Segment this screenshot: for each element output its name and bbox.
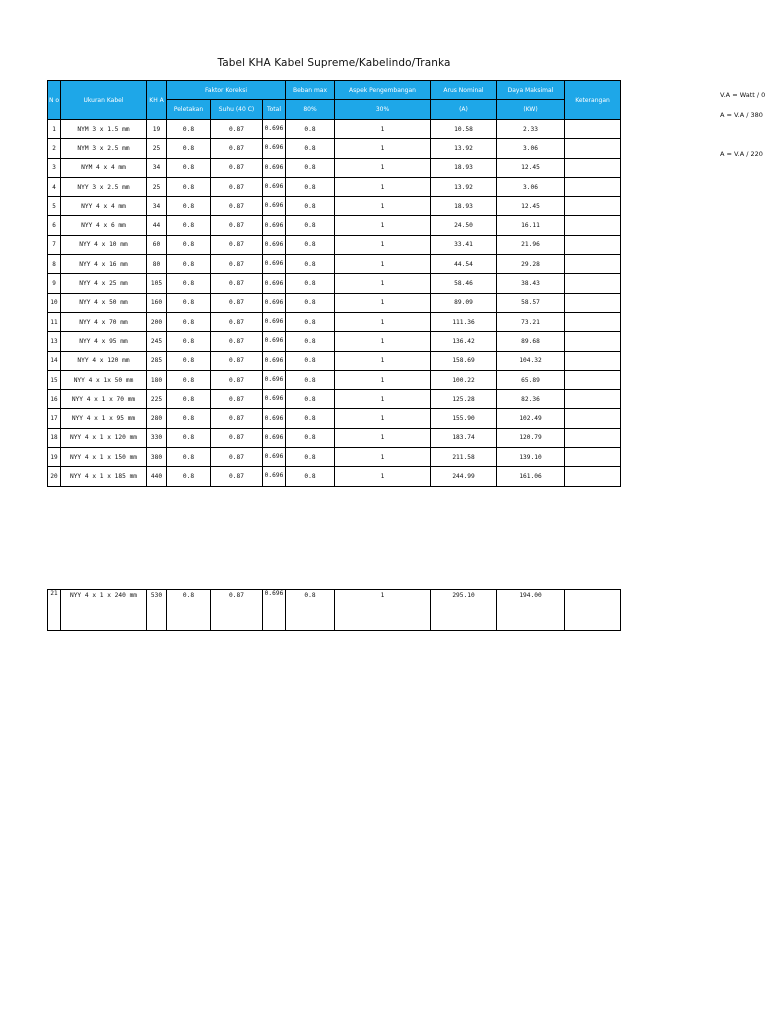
cell-no: 2 xyxy=(48,139,61,158)
cell-no: 13 xyxy=(48,332,61,351)
cell-kha: 180 xyxy=(147,370,167,389)
header-kha: KH A xyxy=(147,81,167,120)
cell-aspek: 1 xyxy=(335,332,431,351)
table-row xyxy=(48,351,621,370)
header-keterangan: Keterangan xyxy=(565,81,621,120)
cell-keterangan xyxy=(565,409,621,428)
cell-cable: NYY 4 x 70 mm xyxy=(61,312,147,331)
document-title: Tabel KHA Kabel Supreme/Kabelindo/Tranka xyxy=(217,57,451,69)
cell-keterangan xyxy=(565,120,621,139)
cell-daya: 3.06 xyxy=(497,177,565,196)
cell-total: 0.696 xyxy=(263,390,286,409)
cell-beban: 0.8 xyxy=(286,448,335,467)
cell-total: 0.696 xyxy=(263,467,286,486)
cell-kha: 245 xyxy=(147,332,167,351)
cell-kha: 60 xyxy=(147,235,167,254)
header-ukuran-kabel: Ukuran Kabel xyxy=(61,81,147,120)
cell-kha: 200 xyxy=(147,312,167,331)
cell-aspek: 1 xyxy=(335,409,431,428)
cell-daya: 102.49 xyxy=(497,409,565,428)
cell-suhu: 0.87 xyxy=(211,332,263,351)
cell-no: 20 xyxy=(48,467,61,486)
cell-beban: 0.8 xyxy=(286,235,335,254)
cell-arus: 13.92 xyxy=(431,139,497,158)
cell-arus: 136.42 xyxy=(431,332,497,351)
cell-suhu: 0.87 xyxy=(211,235,263,254)
cell-arus: 58.46 xyxy=(431,274,497,293)
cell-peletakan: 0.8 xyxy=(167,332,211,351)
table-row xyxy=(48,139,621,158)
cell-daya: 12.45 xyxy=(497,158,565,177)
cell-daya: 120.79 xyxy=(497,428,565,447)
cell-suhu: 0.87 xyxy=(211,312,263,331)
table-row xyxy=(48,428,621,447)
cell-daya: 194.00 xyxy=(497,590,565,631)
cell-arus: 211.58 xyxy=(431,448,497,467)
cell-kha: 34 xyxy=(147,197,167,216)
cell-keterangan xyxy=(565,293,621,312)
table-row xyxy=(48,448,621,467)
cell-keterangan xyxy=(565,590,621,631)
cell-daya: 21.96 xyxy=(497,235,565,254)
cell-total: 0.696 xyxy=(263,216,286,235)
cell-suhu: 0.87 xyxy=(211,467,263,486)
cell-total: 0.696 xyxy=(263,312,286,331)
cell-daya: 12.45 xyxy=(497,197,565,216)
cell-kha: 285 xyxy=(147,351,167,370)
cell-keterangan xyxy=(565,448,621,467)
cell-aspek: 1 xyxy=(335,390,431,409)
cell-peletakan: 0.8 xyxy=(167,467,211,486)
cell-suhu: 0.87 xyxy=(211,216,263,235)
cell-no: 15 xyxy=(48,370,61,389)
cell-no: 10 xyxy=(48,293,61,312)
cell-no: 18 xyxy=(48,428,61,447)
table-row xyxy=(48,590,621,631)
header-arus-nominal: Arus Nominal xyxy=(431,81,497,100)
cell-daya: 89.68 xyxy=(497,332,565,351)
cell-aspek: 1 xyxy=(335,120,431,139)
cell-total: 0.696 xyxy=(263,590,286,631)
cell-arus: 158.69 xyxy=(431,351,497,370)
cell-suhu: 0.87 xyxy=(211,255,263,274)
header-peletakan: Peletakan xyxy=(167,100,211,120)
table-row xyxy=(48,467,621,486)
cell-cable: NYY 4 x 16 mm xyxy=(61,255,147,274)
kha-cable-table xyxy=(47,80,621,487)
cell-keterangan xyxy=(565,197,621,216)
cell-daya: 58.57 xyxy=(497,293,565,312)
cell-peletakan: 0.8 xyxy=(167,590,211,631)
table-row xyxy=(48,312,621,331)
cell-suhu: 0.87 xyxy=(211,370,263,389)
cell-beban: 0.8 xyxy=(286,428,335,447)
header-no: N o xyxy=(48,81,61,120)
cell-arus: 33.41 xyxy=(431,235,497,254)
cell-cable: NYY 4 x 6 mm xyxy=(61,216,147,235)
cell-suhu: 0.87 xyxy=(211,120,263,139)
header-row xyxy=(48,81,621,100)
cell-beban: 0.8 xyxy=(286,177,335,196)
cell-beban: 0.8 xyxy=(286,370,335,389)
cell-aspek: 1 xyxy=(335,312,431,331)
header-faktor-koreksi: Faktor Koreksi xyxy=(167,81,286,100)
table-row xyxy=(48,332,621,351)
side-note-a380: A = V.A / 380 xyxy=(720,111,763,119)
cell-arus: 100.22 xyxy=(431,370,497,389)
cell-beban: 0.8 xyxy=(286,139,335,158)
cell-peletakan: 0.8 xyxy=(167,351,211,370)
cell-no: 14 xyxy=(48,351,61,370)
cell-cable: NYM 3 x 2.5 mm xyxy=(61,139,147,158)
cell-no: 16 xyxy=(48,390,61,409)
cell-no: 9 xyxy=(48,274,61,293)
cell-arus: 44.54 xyxy=(431,255,497,274)
cell-cable: NYY 4 x 1x 50 mm xyxy=(61,370,147,389)
cell-suhu: 0.87 xyxy=(211,428,263,447)
cell-daya: 3.06 xyxy=(497,139,565,158)
cell-cable: NYY 4 x 1 x 150 mm xyxy=(61,448,147,467)
cell-arus: 10.58 xyxy=(431,120,497,139)
cell-aspek: 1 xyxy=(335,235,431,254)
cell-keterangan xyxy=(565,312,621,331)
cell-no: 5 xyxy=(48,197,61,216)
cell-aspek: 1 xyxy=(335,428,431,447)
cell-kha: 25 xyxy=(147,139,167,158)
cell-kha: 330 xyxy=(147,428,167,447)
cell-kha: 25 xyxy=(147,177,167,196)
cell-suhu: 0.87 xyxy=(211,177,263,196)
cell-total: 0.696 xyxy=(263,235,286,254)
cell-beban: 0.8 xyxy=(286,216,335,235)
cell-daya: 139.10 xyxy=(497,448,565,467)
cell-beban: 0.8 xyxy=(286,312,335,331)
table-row xyxy=(48,216,621,235)
cell-kha: 225 xyxy=(147,390,167,409)
cell-arus: 111.36 xyxy=(431,312,497,331)
cell-peletakan: 0.8 xyxy=(167,274,211,293)
cell-suhu: 0.87 xyxy=(211,158,263,177)
cell-keterangan xyxy=(565,139,621,158)
table-row xyxy=(48,120,621,139)
cell-beban: 0.8 xyxy=(286,293,335,312)
cell-cable: NYY 4 x 95 mm xyxy=(61,332,147,351)
cell-keterangan xyxy=(565,390,621,409)
header-beban-pct: 80% xyxy=(286,100,335,120)
table-row xyxy=(48,409,621,428)
cell-aspek: 1 xyxy=(335,351,431,370)
cell-peletakan: 0.8 xyxy=(167,255,211,274)
cell-kha: 530 xyxy=(147,590,167,631)
cell-aspek: 1 xyxy=(335,274,431,293)
cell-peletakan: 0.8 xyxy=(167,293,211,312)
header-beban-max: Beban max xyxy=(286,81,335,100)
cell-peletakan: 0.8 xyxy=(167,158,211,177)
cell-total: 0.696 xyxy=(263,139,286,158)
cell-peletakan: 0.8 xyxy=(167,448,211,467)
cell-cable: NYY 4 x 1 x 240 mm xyxy=(61,590,147,631)
cell-cable: NYY 4 x 120 mm xyxy=(61,351,147,370)
cell-daya: 16.11 xyxy=(497,216,565,235)
cell-peletakan: 0.8 xyxy=(167,312,211,331)
cell-cable: NYY 3 x 2.5 mm xyxy=(61,177,147,196)
cell-aspek: 1 xyxy=(335,370,431,389)
cell-total: 0.696 xyxy=(263,448,286,467)
cell-cable: NYY 4 x 10 mm xyxy=(61,235,147,254)
cell-arus: 244.99 xyxy=(431,467,497,486)
header-daya-unit: (KW) xyxy=(497,100,565,120)
cell-total: 0.696 xyxy=(263,274,286,293)
cell-arus: 13.92 xyxy=(431,177,497,196)
cell-keterangan xyxy=(565,255,621,274)
cell-suhu: 0.87 xyxy=(211,351,263,370)
cell-no: 3 xyxy=(48,158,61,177)
cell-total: 0.696 xyxy=(263,120,286,139)
table-row xyxy=(48,177,621,196)
cell-peletakan: 0.8 xyxy=(167,235,211,254)
cell-peletakan: 0.8 xyxy=(167,139,211,158)
cell-aspek: 1 xyxy=(335,197,431,216)
cell-beban: 0.8 xyxy=(286,158,335,177)
cell-aspek: 1 xyxy=(335,467,431,486)
cell-keterangan xyxy=(565,274,621,293)
cell-total: 0.696 xyxy=(263,255,286,274)
table-row xyxy=(48,235,621,254)
cell-kha: 80 xyxy=(147,255,167,274)
cell-aspek: 1 xyxy=(335,293,431,312)
cell-cable: NYY 4 x 1 x 70 mm xyxy=(61,390,147,409)
cell-total: 0.696 xyxy=(263,293,286,312)
cell-peletakan: 0.8 xyxy=(167,177,211,196)
cell-kha: 34 xyxy=(147,158,167,177)
cell-daya: 73.21 xyxy=(497,312,565,331)
cell-no: 8 xyxy=(48,255,61,274)
cell-kha: 380 xyxy=(147,448,167,467)
cell-suhu: 0.87 xyxy=(211,448,263,467)
cell-beban: 0.8 xyxy=(286,332,335,351)
cell-kha: 105 xyxy=(147,274,167,293)
cell-peletakan: 0.8 xyxy=(167,370,211,389)
cell-arus: 155.90 xyxy=(431,409,497,428)
cell-no: 11 xyxy=(48,312,61,331)
cell-kha: 160 xyxy=(147,293,167,312)
cell-no: 4 xyxy=(48,177,61,196)
cell-suhu: 0.87 xyxy=(211,274,263,293)
cell-cable: NYY 4 x 1 x 185 mm xyxy=(61,467,147,486)
cell-beban: 0.8 xyxy=(286,390,335,409)
cell-suhu: 0.87 xyxy=(211,293,263,312)
header-suhu: Suhu (40 C) xyxy=(211,100,263,120)
header-total: Total xyxy=(263,100,286,120)
cell-aspek: 1 xyxy=(335,255,431,274)
table-row xyxy=(48,255,621,274)
cell-arus: 18.93 xyxy=(431,197,497,216)
cell-total: 0.696 xyxy=(263,332,286,351)
cell-kha: 280 xyxy=(147,409,167,428)
cell-keterangan xyxy=(565,235,621,254)
cell-no: 1 xyxy=(48,120,61,139)
cell-cable: NYM 4 x 4 mm xyxy=(61,158,147,177)
cell-beban: 0.8 xyxy=(286,274,335,293)
cell-aspek: 1 xyxy=(335,139,431,158)
cell-no: 21 xyxy=(48,590,61,631)
table-row xyxy=(48,197,621,216)
cell-keterangan xyxy=(565,216,621,235)
cell-kha: 19 xyxy=(147,120,167,139)
cell-aspek: 1 xyxy=(335,590,431,631)
cell-keterangan xyxy=(565,428,621,447)
table-row xyxy=(48,293,621,312)
cell-peletakan: 0.8 xyxy=(167,120,211,139)
cell-total: 0.696 xyxy=(263,351,286,370)
cell-kha: 44 xyxy=(147,216,167,235)
cell-suhu: 0.87 xyxy=(211,390,263,409)
cell-suhu: 0.87 xyxy=(211,409,263,428)
cell-total: 0.696 xyxy=(263,158,286,177)
cell-arus: 18.93 xyxy=(431,158,497,177)
cell-cable: NYY 4 x 25 mm xyxy=(61,274,147,293)
cell-beban: 0.8 xyxy=(286,197,335,216)
cell-arus: 183.74 xyxy=(431,428,497,447)
cell-peletakan: 0.8 xyxy=(167,409,211,428)
cell-beban: 0.8 xyxy=(286,351,335,370)
cell-keterangan xyxy=(565,177,621,196)
cell-cable: NYY 4 x 50 mm xyxy=(61,293,147,312)
cell-cable: NYY 4 x 1 x 95 mm xyxy=(61,409,147,428)
cell-peletakan: 0.8 xyxy=(167,428,211,447)
cell-no: 7 xyxy=(48,235,61,254)
cell-suhu: 0.87 xyxy=(211,197,263,216)
cell-no: 19 xyxy=(48,448,61,467)
header-aspek: Aspek Pengembangan xyxy=(335,81,431,100)
cell-suhu: 0.87 xyxy=(211,139,263,158)
header-aspek-pct: 30% xyxy=(335,100,431,120)
cell-keterangan xyxy=(565,332,621,351)
cell-beban: 0.8 xyxy=(286,120,335,139)
header-daya-maksimal: Daya Maksimal xyxy=(497,81,565,100)
table-row xyxy=(48,274,621,293)
cell-arus: 24.50 xyxy=(431,216,497,235)
cell-cable: NYY 4 x 4 mm xyxy=(61,197,147,216)
cell-keterangan xyxy=(565,158,621,177)
cell-aspek: 1 xyxy=(335,177,431,196)
cell-peletakan: 0.8 xyxy=(167,390,211,409)
cell-daya: 82.36 xyxy=(497,390,565,409)
cell-no: 17 xyxy=(48,409,61,428)
header-arus-unit: (A) xyxy=(431,100,497,120)
cell-beban: 0.8 xyxy=(286,590,335,631)
cell-suhu: 0.87 xyxy=(211,590,263,631)
cell-total: 0.696 xyxy=(263,197,286,216)
cell-beban: 0.8 xyxy=(286,255,335,274)
cell-daya: 38.43 xyxy=(497,274,565,293)
cell-aspek: 1 xyxy=(335,448,431,467)
cell-aspek: 1 xyxy=(335,158,431,177)
side-note-va: V.A = Watt / 0 xyxy=(720,91,766,99)
cell-daya: 2.33 xyxy=(497,120,565,139)
table-row xyxy=(48,370,621,389)
cell-aspek: 1 xyxy=(335,216,431,235)
cell-cable: NYY 4 x 1 x 120 mm xyxy=(61,428,147,447)
side-note-a220: A = V.A / 220 xyxy=(720,150,763,158)
cell-daya: 104.32 xyxy=(497,351,565,370)
cell-daya: 161.06 xyxy=(497,467,565,486)
table-row xyxy=(48,390,621,409)
cell-daya: 29.28 xyxy=(497,255,565,274)
cell-keterangan xyxy=(565,467,621,486)
cell-daya: 65.89 xyxy=(497,370,565,389)
cell-no: 6 xyxy=(48,216,61,235)
cell-cable: NYM 3 x 1.5 mm xyxy=(61,120,147,139)
cell-total: 0.696 xyxy=(263,370,286,389)
cell-beban: 0.8 xyxy=(286,409,335,428)
cell-arus: 295.10 xyxy=(431,590,497,631)
cell-peletakan: 0.8 xyxy=(167,216,211,235)
kha-cable-table-continued xyxy=(47,589,621,631)
cell-kha: 440 xyxy=(147,467,167,486)
cell-beban: 0.8 xyxy=(286,467,335,486)
cell-arus: 89.09 xyxy=(431,293,497,312)
cell-peletakan: 0.8 xyxy=(167,197,211,216)
cell-keterangan xyxy=(565,370,621,389)
cell-arus: 125.28 xyxy=(431,390,497,409)
cell-total: 0.696 xyxy=(263,428,286,447)
cell-total: 0.696 xyxy=(263,409,286,428)
cell-keterangan xyxy=(565,351,621,370)
table-row xyxy=(48,158,621,177)
cell-total: 0.696 xyxy=(263,177,286,196)
